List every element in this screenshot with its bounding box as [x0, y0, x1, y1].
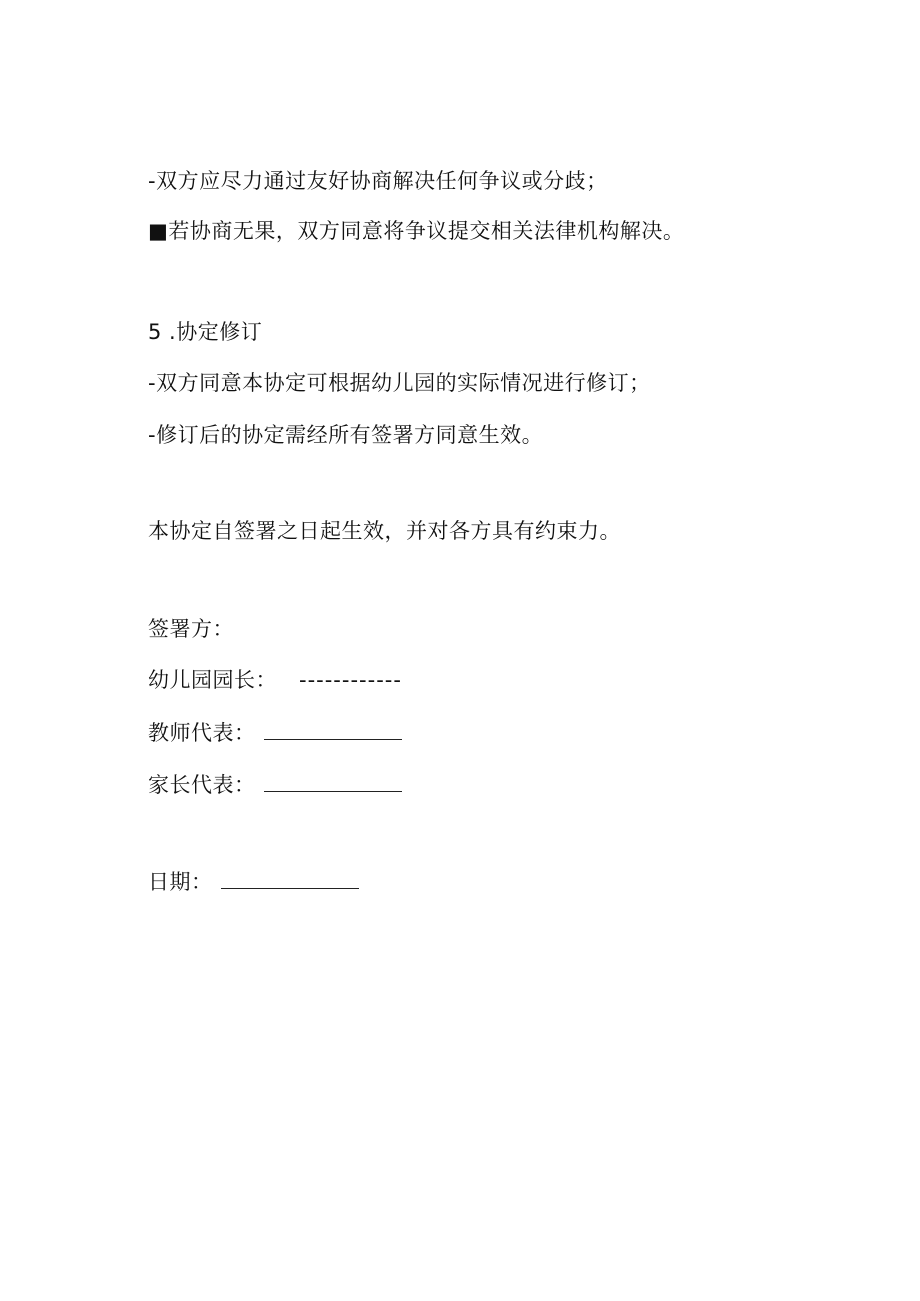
date-blank	[221, 866, 359, 889]
amendment-item-1: -双方同意本协定可根据幼儿园的实际情况进行修订；	[148, 371, 651, 395]
parent-label: 家长代表：	[148, 773, 256, 797]
principal-signature-line: ------------	[299, 668, 402, 692]
amendment-item-2: -修订后的协定需经所有签署方同意生效。	[148, 423, 544, 447]
parent-signature-blank	[264, 769, 402, 792]
dispute-item-1: -双方应尽力通过友好协商解决任何争议或分歧；	[148, 169, 608, 193]
parent-signature-row	[148, 769, 402, 800]
principal-label: 幼儿园园长：	[148, 668, 277, 692]
teacher-signature-row	[148, 717, 402, 748]
signatures-heading: 签署方：	[148, 617, 234, 641]
teacher-signature-blank	[264, 717, 402, 740]
effective-statement: 本协定自签署之日起生效，并对各方具有约束力。	[148, 519, 621, 543]
date-row	[148, 866, 359, 897]
principal-signature-row	[148, 665, 402, 695]
section-heading-amendment: 5 .协定修订	[148, 320, 263, 344]
teacher-label: 教师代表：	[148, 721, 256, 745]
dispute-item-2: ■若协商无果，双方同意将争议提交相关法律机构解决。	[148, 219, 685, 243]
date-label: 日期：	[148, 870, 213, 894]
